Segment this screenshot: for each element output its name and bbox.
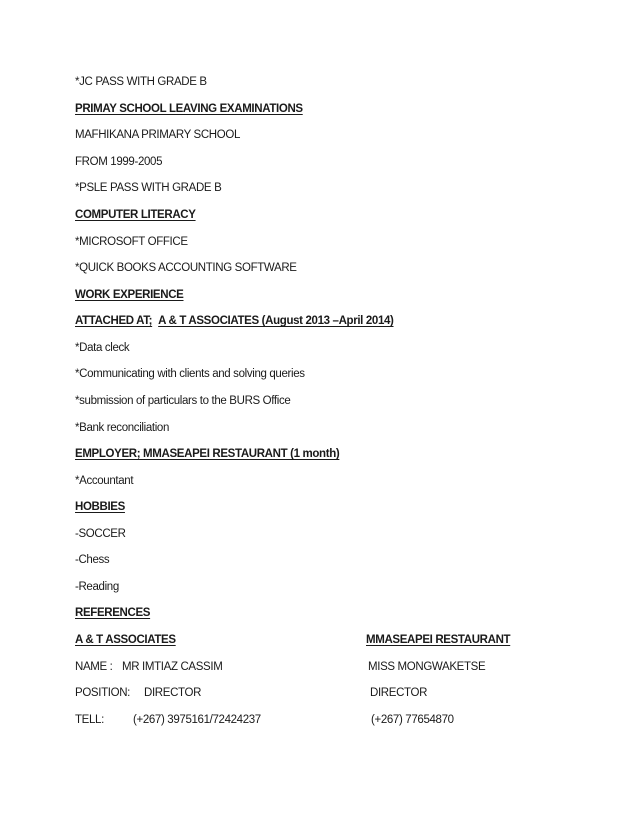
- psle-result: *PSLE PASS WITH GRADE B: [75, 182, 222, 194]
- duty-item: *Accountant: [75, 475, 134, 487]
- ref1-org: A & T ASSOCIATES: [75, 634, 176, 646]
- ref1-tell-row: [75, 713, 261, 727]
- ref1-name: MR IMTIAZ CASSIM: [122, 661, 223, 673]
- ref1-tell: (+267) 3975161/72424237: [133, 714, 261, 726]
- ref2-org: MMASEAPEI RESTAURANT: [366, 634, 511, 646]
- computer-literacy-heading: COMPUTER LITERACY: [75, 209, 196, 221]
- name-label: NAME :: [75, 661, 113, 673]
- ref2-tell: (+267) 77654870: [371, 714, 454, 726]
- hobbies-heading: HOBBIES: [75, 501, 125, 513]
- duty-item: *Data cleck: [75, 342, 130, 354]
- attached-label: ATTACHED AT;: [75, 315, 153, 327]
- work-experience-heading: WORK EXPERIENCE: [75, 289, 184, 301]
- jc-result: *JC PASS WITH GRADE B: [75, 76, 207, 88]
- tell-label: TELL:: [75, 714, 104, 726]
- primary-years: FROM 1999-2005: [75, 156, 163, 168]
- hobby-item: -Reading: [75, 581, 119, 593]
- primary-school: MAFHIKANA PRIMARY SCHOOL: [75, 129, 240, 141]
- computer-skill-item: *MICROSOFT OFFICE: [75, 236, 188, 248]
- duty-item: *Communicating with clients and solving queries: [75, 368, 305, 380]
- attachment-heading: [75, 314, 394, 328]
- employer-heading: EMPLOYER; MMASEAPEI RESTAURANT (1 month): [75, 448, 340, 460]
- ref2-name: MISS MONGWAKETSE: [368, 661, 486, 673]
- ref2-position: DIRECTOR: [370, 687, 428, 699]
- position-label: POSITION:: [75, 687, 130, 699]
- ref1-position: DIRECTOR: [144, 687, 202, 699]
- computer-skill-item: *QUICK BOOKS ACCOUNTING SOFTWARE: [75, 262, 297, 274]
- references-heading: REFERENCES: [75, 607, 151, 619]
- ref1-name-row: [75, 660, 223, 674]
- attached-org: A & T ASSOCIATES (August 2013 –April 2014): [158, 315, 394, 327]
- psle-heading: PRIMAY SCHOOL LEAVING EXAMINATIONS: [75, 103, 303, 115]
- hobby-item: -Chess: [75, 554, 110, 566]
- hobby-item: -SOCCER: [75, 528, 126, 540]
- ref1-position-row: [75, 686, 202, 700]
- duty-item: *submission of particulars to the BURS Office: [75, 395, 291, 407]
- duty-item: *Bank reconciliation: [75, 422, 170, 434]
